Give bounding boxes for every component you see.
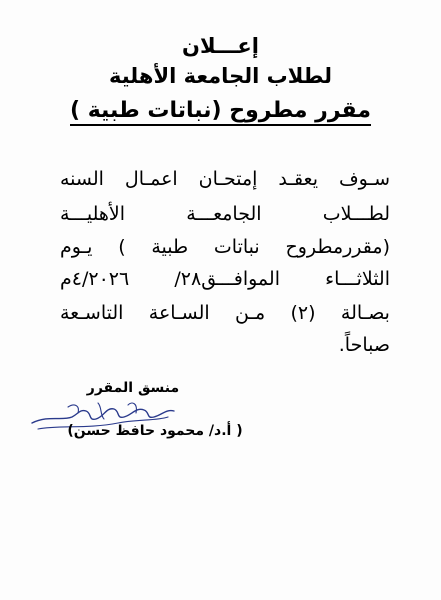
body-line-5: بصـالة (٢) مـن السـاعة التاسـعة: [60, 302, 390, 324]
body-line-2: لطـــلاب الجامعـــة الأهليـــة: [60, 203, 390, 225]
body-line-4: الثلاثـــاء الموافـــق٢٨/ ٤/٢٠٢٦م: [60, 268, 390, 290]
course-heading: [0, 98, 441, 123]
body-line-3: (مقررمطروح نباتات طبية ) يـوم: [60, 236, 390, 258]
coordinator-name: ( أ.د/ محمود حافظ حسن): [67, 423, 243, 439]
body-line-1: سـوف يعقـد إمتحـان اعمـال السنه: [60, 168, 390, 190]
course-heading-text: مقرر مطروح (نباتات طبية ): [70, 98, 371, 126]
audience-heading: لطلاب الجامعة الأهلية: [109, 64, 332, 88]
coordinator-title: منسق المقرر: [86, 380, 180, 396]
body-line-6: صباحاً.: [338, 334, 390, 356]
announcement-heading: إعـــلان: [182, 34, 259, 58]
